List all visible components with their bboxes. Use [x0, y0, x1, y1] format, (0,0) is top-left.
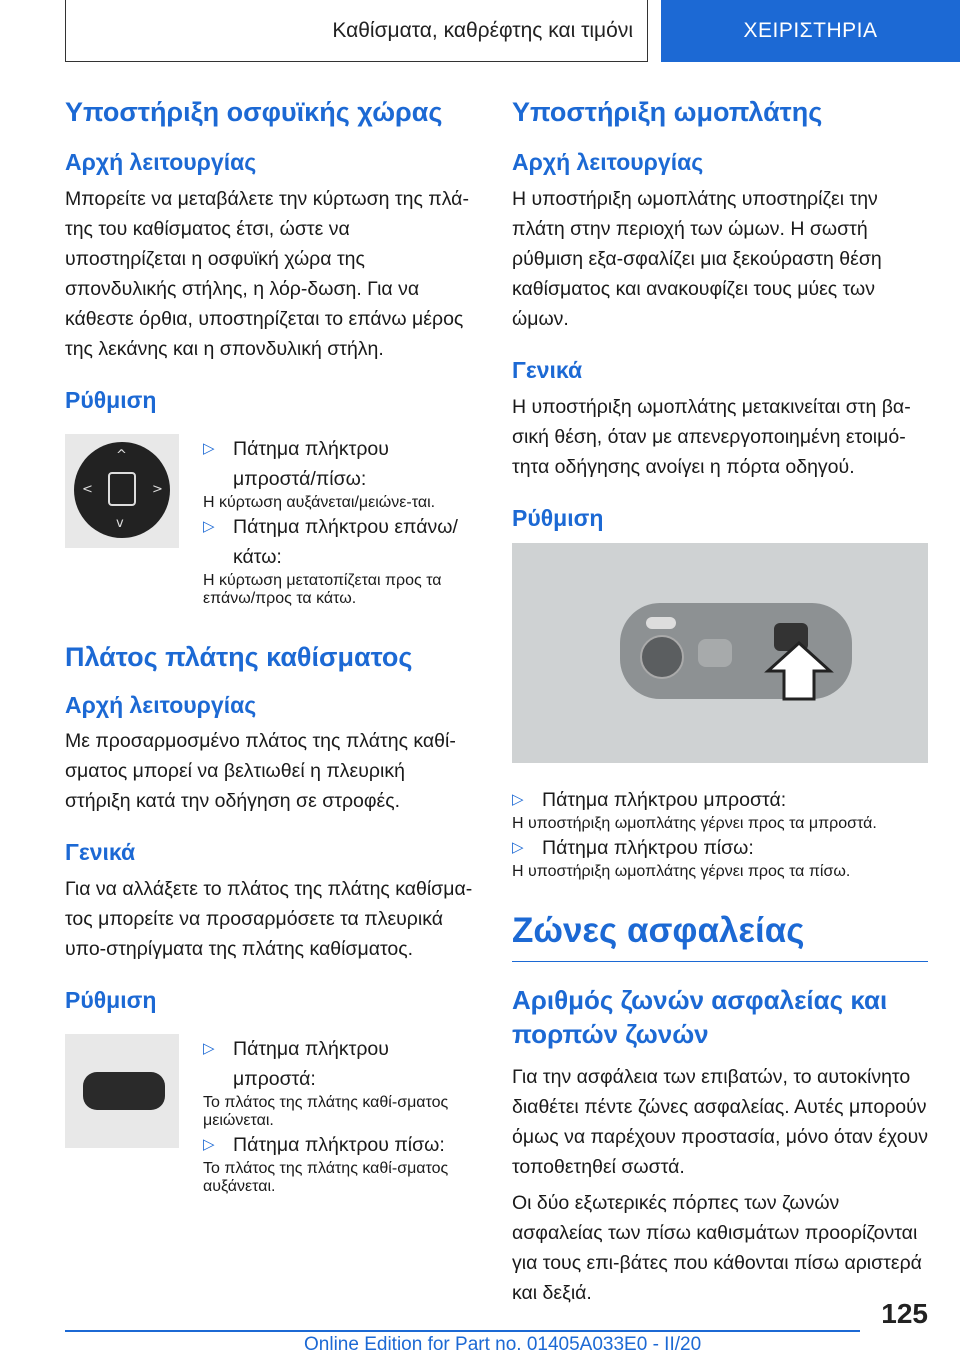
belts-sub-heading: Αριθμός ζωνών ασφαλείας και πορπών ζωνών [512, 985, 888, 1050]
left-column [65, 96, 475, 1196]
seat-icon [108, 472, 136, 506]
rocker-switch-icon [83, 1072, 165, 1110]
bullet-triangle-icon: ▷ [512, 839, 524, 857]
list-item: ▷ Πάτημα πλήκτρου μπροστά: [512, 785, 928, 815]
bullet-triangle-icon: ▷ [203, 517, 215, 535]
right-column [512, 96, 928, 1308]
shoulder-principle-heading: Αρχή λειτουργίας [512, 148, 704, 175]
section-tab-label: ΧΕΙΡΙΣΤΗΡΙΑ [743, 19, 878, 42]
width-control [65, 1034, 475, 1196]
belts-text-1: Για την ασφάλεια των επιβατών, το αυτοκίνητο διαθέτει πέντε ζώνες ασφαλείας. Αυτές μπορούν όμως να παρέχουν προστασία, μόνο όταν έχουν τοποθετηθεί σωστά. [512, 1066, 928, 1179]
section-tab[interactable] [661, 0, 960, 62]
shoulder-general-heading: Γενικά [512, 356, 583, 383]
width-principle-heading: Αρχή λειτουργίας [65, 691, 257, 718]
width-general-heading: Γενικά [65, 839, 136, 866]
footer-text: Online Edition for Part no. 01405A033E0 - II/20 [304, 1334, 702, 1355]
list-item: ▷ Πάτημα πλήκτρου επάνω/κάτω: [203, 512, 475, 572]
page-number: 125 [881, 1298, 928, 1329]
belts-text-2: Οι δύο εξωτερικές πόρπες των ζωνών ασφαλείας των πίσω καθισμάτων προορίζονται για τους επι-βάτες που κάθονται πίσω αριστερά και δεξιά. [512, 1192, 922, 1305]
step-result: Το πλάτος της πλάτης καθί-σματος μειώνεται. [203, 1094, 449, 1130]
lumbar-principle-text: Μπορείτε να μεταβάλετε την κύρτωση της πλά-της του καθίσματος έτσι, ώστε να υποστηρίζεται η οσφυϊκή χώρα της σπονδυλικής στήλης, η λόρ-δωση. Για να κάθεστε όρθια, υποστηρίζεται το επάνω μέρος της λεκάνης και η σπονδυλική στήλη. [65, 187, 469, 360]
chapter-title: Καθίσματα, καθρέφτης και τιμόνι [332, 18, 633, 42]
shoulder-principle-text: Η υποστήριξη ωμοπλάτης υποστηρίζει την πλάτη στην περιοχή των ώμων. Η σωστή ρύθμιση εξα-σφαλίζει μια ξεκούραστη θέση καθίσματος και ανακουφίζει τους μύες των ώμων. [512, 187, 882, 330]
list-item: ▷ Πάτημα πλήκτρου πίσω: [203, 1130, 475, 1160]
bullet-triangle-icon: ▷ [203, 1040, 215, 1058]
lumbar-steps [203, 434, 475, 608]
memory-button-icon [646, 617, 676, 629]
lumbar-switch-image [65, 434, 179, 548]
footer-divider [65, 1330, 860, 1332]
lumbar-adjust-heading: Ρύθμιση [65, 386, 157, 413]
belts-title: Ζώνες ασφαλείας [512, 911, 928, 962]
lumbar-principle-heading: Αρχή λειτουργίας [65, 148, 257, 175]
step-result: Η κύρτωση μετατοπίζεται προς τα επάνω/προς τα κάτω. [203, 571, 442, 607]
width-switch-image [65, 1034, 179, 1148]
step-result: Το πλάτος της πλάτης καθί-σματος αυξάνεται. [203, 1160, 449, 1196]
seat-switch-icon [698, 639, 732, 667]
list-item: ▷ Πάτημα πλήκτρου πίσω: [512, 833, 928, 863]
lumbar-title: Υποστήριξη οσφυϊκής χώρας [65, 97, 443, 127]
width-general-text: Για να αλλάξετε το πλάτος της πλάτης καθίσμα-τος μπορείτε να προσαρμόσετε τα πλευρικά υπο-στηρίγματα της πλάτης καθίσματος. [65, 878, 473, 961]
lumbar-control [65, 434, 475, 608]
width-title: Πλάτος πλάτης καθίσματος [65, 641, 413, 672]
chapter-header [65, 0, 648, 62]
seat-controls-photo [512, 543, 928, 763]
bullet-triangle-icon: ▷ [203, 439, 215, 457]
shoulder-title: Υποστήριξη ωμοπλάτης [512, 97, 823, 127]
bullet-triangle-icon: ▷ [203, 1136, 215, 1154]
arrow-up-icon [764, 639, 834, 703]
step-result: Η κύρτωση αυξάνεται/μειώνε-ται. [203, 493, 436, 511]
shoulder-adjust-heading: Ρύθμιση [512, 504, 604, 531]
list-item: ▷ Πάτημα πλήκτρου μπροστά/πίσω: [203, 434, 475, 494]
shoulder-general-text: Η υποστήριξη ωμοπλάτης μετακινείται στη βα-σική θέση, όταν με απενεργοποιημένη ετοιμό-τητα οδήγησης ανοίγει η πόρτα οδηγού. [512, 395, 911, 478]
lumbar-knob-icon: ^ v < > [74, 442, 170, 538]
list-item: ▷ Πάτημα πλήκτρου μπροστά: [203, 1034, 475, 1094]
width-principle-text: Με προσαρμοσμένο πλάτος της πλάτης καθί-σματος μπορεί να βελτιωθεί η πλευρική στήριξη κατά την οδήγηση σε στροφές. [65, 730, 456, 813]
width-steps [203, 1034, 475, 1196]
width-adjust-heading: Ρύθμιση [65, 987, 157, 1014]
bullet-triangle-icon: ▷ [512, 791, 524, 809]
step-result: Η υποστήριξη ωμοπλάτης γέρνει προς τα πίσω. [512, 863, 851, 881]
step-result: Η υποστήριξη ωμοπλάτης γέρνει προς τα μπροστά. [512, 815, 877, 833]
